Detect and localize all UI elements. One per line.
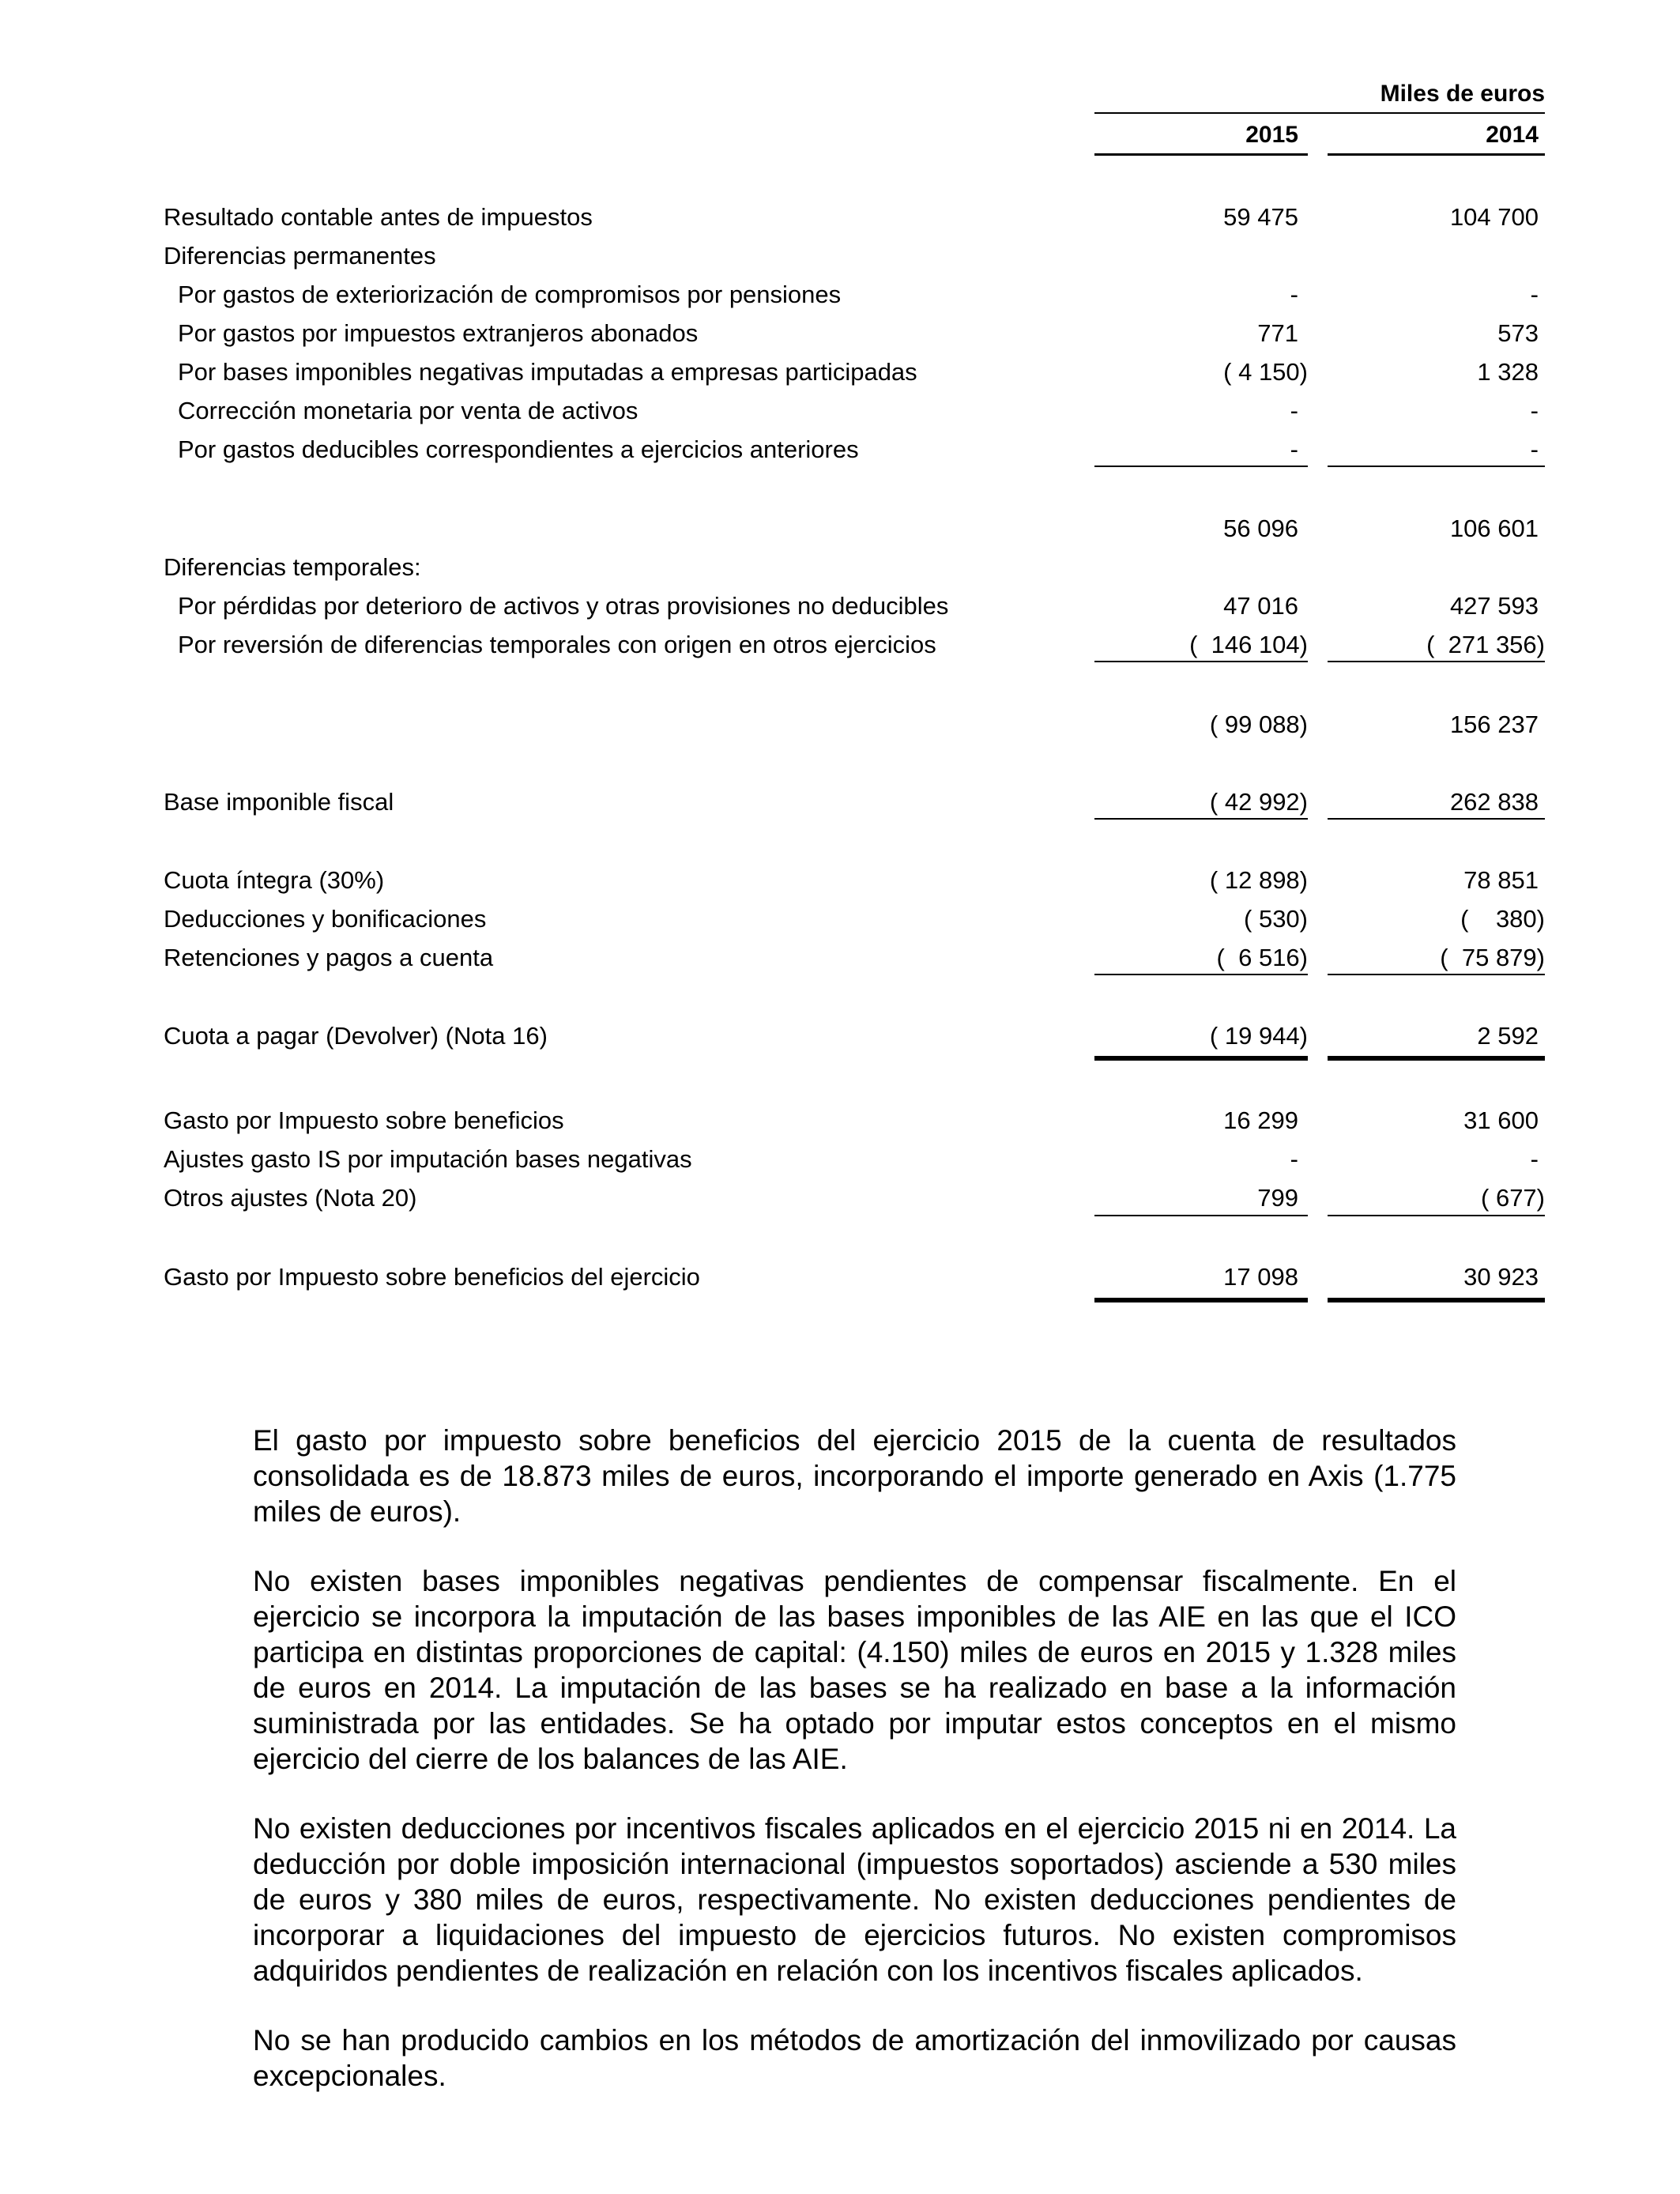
note-paragraph-1: El gasto por impuesto sobre beneficios del ejercicio 2015 de la cuenta de resultados consolidada es de 18.873 miles de euros, incorporando el importe generado en Axis (1.775 miles de euros). [253,1424,1456,1528]
table-row [0,1182,1680,1214]
value-2014: 573 [1497,319,1539,347]
value-2015: - [1290,1145,1298,1173]
value-2014: 2 592 [1477,1022,1539,1050]
table-row [0,1261,1680,1293]
value-2015: ( 6 516) [1216,944,1308,971]
value-2014: ( 75 879) [1440,944,1545,971]
row-label: Base imponible fiscal [164,788,394,816]
row-label: Ajustes gasto IS por imputación bases negativas [164,1145,692,1173]
table-row [0,513,1680,545]
table-row [0,552,1680,583]
value-2015: - [1290,435,1298,463]
value-2015: 799 [1257,1184,1298,1212]
table-row [0,356,1680,388]
row-label: Cuota a pagar (Devolver) (Nota 16) [164,1022,548,1050]
value-2014: ( 271 356) [1426,631,1545,658]
row-label: Gasto por Impuesto sobre beneficios [164,1106,564,1134]
value-2014: ( 380) [1460,905,1545,933]
value-2014: 30 923 [1463,1263,1539,1291]
value-2015: 17 098 [1223,1263,1298,1291]
value-2014: 106 601 [1449,515,1539,542]
note-paragraph-3: No existen deducciones por incentivos fiscales aplicados en el ejercicio 2015 ni en 2014. La deducción por doble imposición internacional (impuestos soportados) asciende a 530 miles de euros y 380 miles de euros, respectivamente. No existen deducciones pendientes de incorporar a liquidaciones del impuesto de ejercicios futuros. No existen compromisos adquiridos pendientes de realización en relación con los incentivos fiscales aplicados. [253,1812,1456,1987]
value-2014: 104 700 [1449,203,1539,231]
unit-label: Miles de euros [1380,81,1545,107]
subtotal-rule [1094,1215,1308,1216]
subtotal-rule [1328,1215,1545,1216]
value-2015: 47 016 [1223,592,1298,620]
value-2015: - [1290,281,1298,308]
value-2014: - [1530,281,1539,308]
value-2015: ( 42 992) [1209,788,1308,816]
row-label: Diferencias temporales: [164,553,421,581]
table-row [0,629,1680,661]
total-double-rule [1328,1298,1545,1302]
total-double-rule [1094,1056,1308,1061]
value-2014: - [1530,1145,1539,1173]
subtotal-rule [1094,661,1308,662]
table-row [0,709,1680,741]
table-row [0,434,1680,466]
note-paragraph-2: No existen bases imponibles negativas pendientes de compensar fiscalmente. En el ejercicio se incorpora la imputación de las bases imponibles de las AIE en las que el ICO participa en distintas proporciones de capital: (4.150) miles de euros en 2015 y 1.328 miles de euros en 2014. La imputación de las bases se ha realizado en base a la información suministrada por las entidades. Se ha optado por imputar estos conceptos en el mismo ejercicio del cierre de los balances de las AIE. [253,1565,1456,1775]
table-row [0,240,1680,272]
table-row [0,1105,1680,1137]
table-row [0,202,1680,233]
table-row [0,786,1680,818]
value-2014: 156 237 [1449,711,1539,738]
value-2015: ( 19 944) [1209,1022,1308,1050]
row-label: Deducciones y bonificaciones [164,905,487,933]
year-header-2015: 2015 [1245,122,1298,148]
table-row [0,1144,1680,1175]
row-label: Por bases imponibles negativas imputadas a empresas participadas [178,358,917,386]
row-label: Retenciones y pagos a cuenta [164,944,494,971]
value-2015: ( 99 088) [1209,711,1308,738]
subtotal-rule [1094,466,1308,467]
value-2015: 16 299 [1223,1106,1298,1134]
subtotal-rule [1328,661,1545,662]
value-2014: 31 600 [1463,1106,1539,1134]
value-2015: 771 [1257,319,1298,347]
subtotal-rule [1328,466,1545,467]
table-row [0,942,1680,974]
table-row [0,590,1680,622]
value-2014: ( 677) [1481,1184,1545,1212]
value-2014: - [1530,435,1539,463]
value-2015: ( 4 150) [1223,358,1308,386]
row-label: Cuota íntegra (30%) [164,866,385,894]
note-paragraph-4: No se han producido cambios en los métodos de amortización del inmovilizado por causas excepcionales. [253,2024,1456,2092]
row-label: Por reversión de diferencias temporales con origen en otros ejercicios [178,631,936,658]
table-row [0,903,1680,935]
row-label: Corrección monetaria por venta de activos [178,397,638,424]
total-double-rule [1328,1056,1545,1061]
value-2014: - [1530,397,1539,424]
row-label: Diferencias permanentes [164,242,436,270]
table-row [0,865,1680,896]
table-row [0,279,1680,311]
row-label: Gasto por Impuesto sobre beneficios del ejercicio [164,1263,700,1291]
value-2014: 78 851 [1463,866,1539,894]
table-row [0,318,1680,349]
subtotal-rule [1328,974,1545,975]
row-label: Resultado contable antes de impuestos [164,203,593,231]
total-double-rule [1094,1298,1308,1302]
value-2015: ( 530) [1244,905,1308,933]
subtotal-rule [1328,818,1545,820]
value-2015: 56 096 [1223,515,1298,542]
value-2015: - [1290,397,1298,424]
value-2015: ( 146 104) [1189,631,1308,658]
row-label: Por gastos de exteriorización de compromisos por pensiones [178,281,842,308]
subtotal-rule [1094,818,1308,820]
value-2014: 427 593 [1449,592,1539,620]
value-2015: ( 12 898) [1209,866,1308,894]
row-label: Por gastos deducibles correspondientes a ejercicios anteriores [178,435,859,463]
row-label: Otros ajustes (Nota 20) [164,1184,417,1212]
subtotal-rule [1094,974,1308,975]
table-row [0,395,1680,427]
row-label: Por pérdidas por deterioro de activos y otras provisiones no deducibles [178,592,949,620]
value-2014: 262 838 [1449,788,1539,816]
table-row [0,1020,1680,1052]
row-label: Por gastos por impuestos extranjeros abonados [178,319,699,347]
year-header-2014: 2014 [1486,122,1539,148]
value-2014: 1 328 [1477,358,1539,386]
value-2015: 59 475 [1223,203,1298,231]
explanatory-notes [253,1423,1456,2128]
